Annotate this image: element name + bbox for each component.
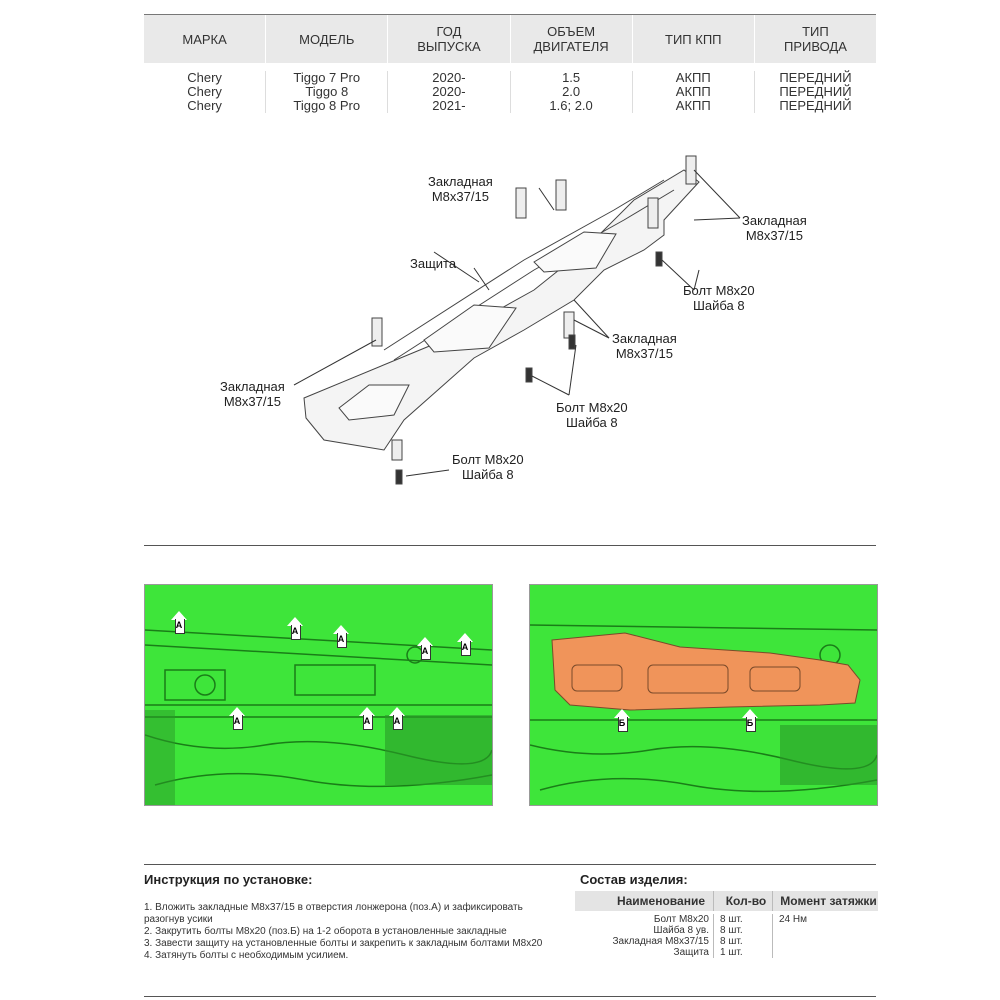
table-cell: Tiggo 8 — [305, 84, 349, 99]
marker-arrow-a — [389, 707, 405, 729]
table-cell: 2020- — [432, 70, 466, 85]
table-cell: 2020- — [432, 84, 466, 99]
section-divider — [144, 545, 876, 546]
item-torque — [773, 925, 878, 936]
column-transmission — [633, 71, 755, 113]
table-row — [575, 925, 878, 936]
item-qty: 8 шт. — [713, 914, 773, 925]
label-zakladnaya-left: Закладная M8x37/15 — [220, 379, 285, 409]
page-bottom-line — [144, 996, 876, 997]
label-zakladnaya-top: Закладная M8x37/15 — [428, 174, 493, 204]
table-cell: Chery — [187, 98, 222, 113]
item-torque — [773, 947, 878, 958]
marker-label: Б — [618, 718, 626, 728]
install-photo-before — [144, 584, 493, 806]
item-qty: 8 шт. — [713, 925, 773, 936]
table-cell: 1.6; 2.0 — [549, 98, 593, 113]
label-bolt-bottom: Болт M8x20 Шайба 8 — [452, 452, 524, 482]
composition-table — [575, 891, 878, 958]
item-name: Шайба 8 ув. — [653, 925, 709, 936]
marker-label: A — [461, 642, 469, 652]
marker-label: A — [337, 634, 345, 644]
label-zakladnaya-right: Закладная M8x37/15 — [742, 213, 807, 243]
table-cell: Tiggo 7 Pro — [293, 70, 361, 85]
item-qty: 8 шт. — [713, 936, 773, 947]
instruction-step: 1. Вложить закладные M8x37/15 в отверстия лонжерона (поз.А) и зафиксировать разогнув усики — [144, 902, 523, 925]
header-qty: Кол-во — [713, 891, 773, 911]
composition-title: Состав изделия: — [580, 872, 688, 887]
table-cell: АКПП — [675, 98, 711, 113]
item-name: Закладная M8x37/15 — [612, 936, 709, 947]
marker-arrow-a — [171, 611, 187, 633]
item-torque: 24 Нм — [779, 914, 807, 925]
column-brand — [144, 71, 266, 113]
marker-label: Б — [746, 718, 754, 728]
table-row — [575, 936, 878, 947]
instructions-title: Инструкция по установке: — [144, 872, 313, 887]
table-cell: АКПП — [675, 84, 711, 99]
instruction-step: 3. Завести защиту на установленные болты и закрепить к закладным болтами M8x20 — [144, 938, 543, 949]
marker-arrow-a — [457, 633, 473, 655]
column-model — [266, 71, 388, 113]
item-name: Защита — [673, 947, 709, 958]
label-zakladnaya-mid: Закладная M8x37/15 — [612, 331, 677, 361]
header-engine: ОБЪЕМ ДВИГАТЕЛЯ — [511, 15, 633, 63]
marker-label: A — [363, 716, 371, 726]
skid-plate-drawing — [294, 156, 740, 484]
table-cell: 1.5 — [562, 70, 581, 85]
table-cell: 2.0 — [562, 84, 581, 99]
header-torque: Момент затяжки — [780, 894, 877, 908]
table-cell: АКПП — [675, 70, 711, 85]
header-name: Наименование — [616, 894, 705, 908]
marker-label: A — [175, 620, 183, 630]
column-engine — [511, 71, 633, 113]
table-cell: ПЕРЕДНИЙ — [779, 84, 852, 99]
table-cell: ПЕРЕДНИЙ — [779, 98, 852, 113]
vehicle-table-body — [144, 63, 876, 113]
install-photo-after — [529, 584, 878, 806]
table-cell: ПЕРЕДНИЙ — [779, 70, 852, 85]
header-brand: МАРКА — [144, 15, 266, 63]
marker-arrow-b — [614, 709, 630, 731]
marker-arrow-a — [359, 707, 375, 729]
column-year — [388, 71, 510, 113]
instructions-list — [144, 902, 564, 962]
marker-arrow-b — [742, 709, 758, 731]
vehicle-underbody-with-guard — [530, 585, 877, 805]
table-cell: Chery — [187, 84, 222, 99]
marker-arrow-a — [287, 617, 303, 639]
marker-label: A — [393, 716, 401, 726]
marker-arrow-a — [229, 707, 245, 729]
label-zaschita: Защита — [410, 256, 457, 271]
table-row — [575, 914, 878, 925]
header-drive: ТИП ПРИВОДА — [783, 24, 847, 54]
item-qty: 1 шт. — [713, 947, 773, 958]
instruction-step: 2. Закрутить болты M8x20 (поз.Б) на 1-2 оборота в установленные закладные — [144, 926, 507, 937]
table-cell: Tiggo 8 Pro — [293, 98, 361, 113]
header-transmission: ТИП КПП — [633, 15, 755, 63]
header-year: ГОД ВЫПУСКА — [388, 15, 510, 63]
composition-header — [575, 891, 878, 911]
marker-arrow-a — [333, 625, 349, 647]
vehicle-table — [144, 14, 876, 113]
label-bolt-mid: Болт M8x20 Шайба 8 — [556, 400, 628, 430]
header-model: МОДЕЛЬ — [266, 15, 388, 63]
assembly-diagram — [144, 140, 876, 500]
bottom-divider — [144, 864, 876, 865]
table-cell: 2021- — [432, 98, 466, 113]
item-name: Болт M8x20 — [653, 914, 709, 925]
marker-label: A — [421, 646, 429, 656]
label-bolt-right: Болт M8x20 Шайба 8 — [683, 283, 755, 313]
marker-arrow-a — [417, 637, 433, 659]
marker-label: A — [291, 626, 299, 636]
instruction-step: 4. Затянуть болты с необходимым усилием. — [144, 950, 349, 961]
table-cell: Chery — [187, 70, 222, 85]
vehicle-underbody-drawing — [145, 585, 492, 805]
item-torque — [773, 936, 878, 947]
table-row — [575, 947, 878, 958]
vehicle-table-header — [144, 14, 876, 63]
column-drive — [755, 71, 876, 113]
marker-label: A — [233, 716, 241, 726]
